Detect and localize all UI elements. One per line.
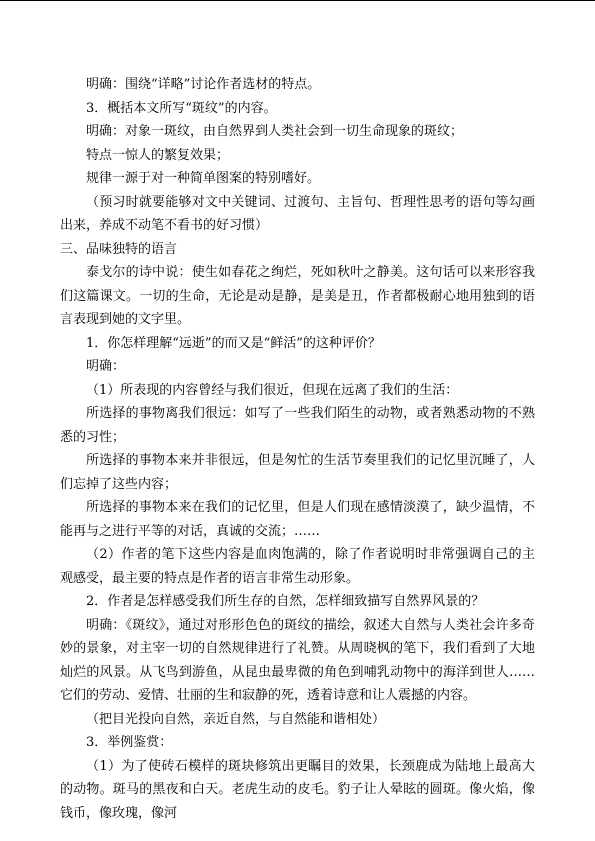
paragraph: （1）所表现的内容曾经与我们很近，但现在远离了我们的生活： <box>86 382 459 398</box>
paragraph: 明确：对象一斑纹，由自然界到人类社会到一切生命现象的斑纹； <box>86 124 464 139</box>
paragraph: 所选择的事物本来并非很远，但是匆忙的生活节奏里我们的记忆里沉睡了，人们忘掉了这些内容； <box>60 453 535 492</box>
paragraph: 规律一源于对一种简单图案的特别嗜好。 <box>86 171 321 186</box>
paragraph: （把目光投向自然，亲近自然，与自然能和谐相处） <box>86 711 386 727</box>
paragraph: （2）作者的笔下这些内容是血肉饱满的，除了作者说明时非常强调自己的主观感受，最主要的特点是作者的语言非常生动形象。 <box>60 547 535 586</box>
paragraph: 所选择的事物本来在我们的记忆里，但是人们现在感情淡漠了，缺少温情，不能再与之进行平等的对话，真诚的交流；…… <box>60 500 535 539</box>
question: 2．作者是怎样感受我们所生存的自然，怎样细致描写自然界风景的？ <box>86 594 485 609</box>
paragraph: 特点一惊人的繁复效果； <box>86 147 230 163</box>
question: 1．你怎样理解“远逝”的而又是“鲜活”的这种评价？ <box>86 335 381 351</box>
paragraph: 泰戈尔的诗中说：使生如春花之绚烂，死如秋叶之静美。这句话可以来形容我们这篇课文。一切的生命，无论是动是静，是美是丑，作者都极耐心地用独到的语言表现到她的文字里。 <box>60 265 535 327</box>
question: 3．举例鉴赏： <box>86 735 173 750</box>
paragraph: （1）为了使砖石模样的斑块修筑出更瞩目的效果，长颈鹿成为陆地上最高大的动物。斑马的黑夜和白天。老虎生动的皮毛。豹子让人晕眩的圆斑。像火焰，像钱币，像玫瑰，像河 <box>60 758 535 821</box>
document-page <box>0 73 595 825</box>
paragraph: 所选择的事物离我们很远：如写了一些我们陌生的动物，或者熟悉动物的不熟悉的习性； <box>60 406 535 445</box>
paragraph: （预习时就要能够对文中关键词、过渡句、主旨句、哲理性思考的语句等勾画出来，养成不动笔不看书的好习惯） <box>60 194 535 233</box>
paragraph: 3．概括本文所写“斑纹”的内容。 <box>86 100 277 116</box>
paragraph: 明确：围绕“详略”讨论作者选材的特点。 <box>86 77 321 92</box>
top-rule <box>0 0 595 1</box>
section-heading: 三、品味独特的语言 <box>60 241 178 257</box>
paragraph: 明确： <box>86 359 126 374</box>
paragraph: 明确：《斑纹》，通过对形形色色的斑纹的描绘，叙述大自然与人类社会许多奇妙的景象，对主宰一切的自然规律进行了礼赞。从周晓枫的笔下，我们看到了大地灿烂的风景。从飞鸟到游鱼，从昆虫最卑微的角色到哺乳动物中的海洋到世人……它们的劳动、爱情、壮丽的生和寂静的死，透着诗意和让人震撼的内容。 <box>60 617 535 703</box>
